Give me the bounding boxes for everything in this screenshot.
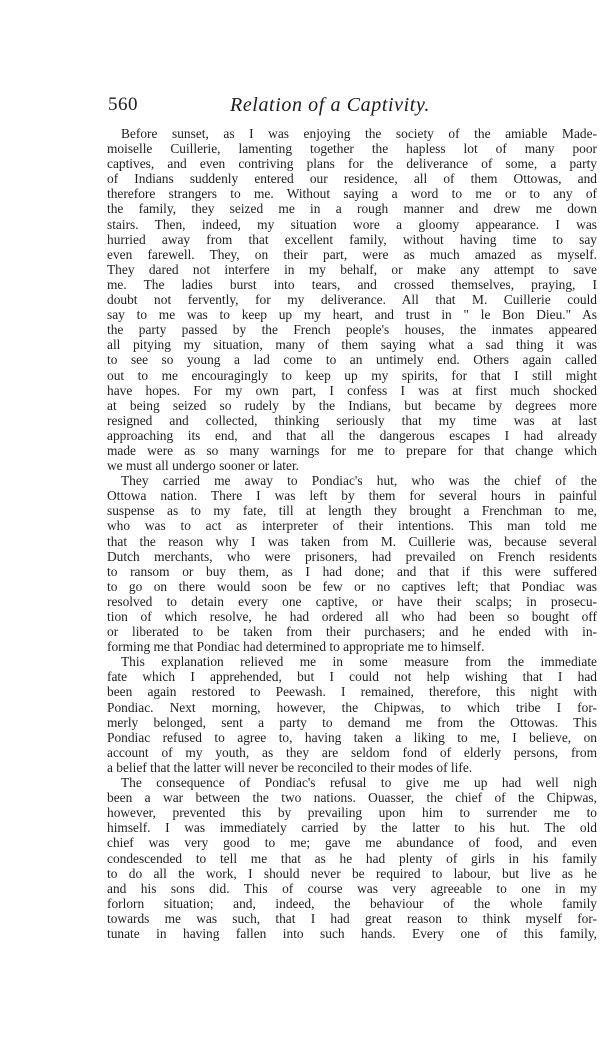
text-line: out to me encouragingly to keep up my spirits, for that I still might	[107, 367, 597, 383]
text-line: approaching its end, and that all the dangerous escapes I had already	[107, 427, 597, 443]
page-number: 560	[108, 94, 138, 115]
text-line: They carried me away to Pondiac's hut, who was the chief of the	[121, 473, 597, 489]
text-line: Pondiac refused to agree to, having taken a liking to me, I believe, on	[107, 729, 597, 745]
text-line: therefore strangers to me. Without saying a word to me or to any of	[107, 186, 597, 202]
text-line: account of my youth, as they are seldom fond of elderly persons, from	[107, 744, 597, 760]
text-line: They dared not interfere in my behalf, or make any attempt to save	[107, 261, 597, 277]
text-line: have hopes. For my own part, I confess I was at first much shocked	[107, 382, 597, 398]
text-line: tion of which resolve, he had ordered all who had been so bought off	[107, 609, 597, 624]
body-text	[107, 126, 597, 941]
text-line: towards me was such, that I had great reason to think myself for-	[107, 910, 597, 926]
text-line: merly belonged, sent a party to demand me from the Ottowas. This	[107, 714, 597, 730]
text-line: resolved to detain every one captive, or have their scalps; in prosecu-	[107, 593, 597, 609]
text-line: at being seized so rudely by the Indians, but became by degrees more	[107, 397, 597, 413]
text-line: fate which I apprehended, but I could not help wishing that I had	[107, 669, 597, 685]
running-head	[108, 94, 595, 124]
text-line: to ransom or buy them, as I had done; and that if this were suffered	[107, 563, 597, 579]
text-line: the family, they seized me in a rough manner and drew me down	[107, 201, 597, 217]
text-line: captives, and even contriving plans for the deliverance of some, a party	[107, 156, 597, 172]
text-line: Pondiac. Next morning, however, the Chipwas, to which tribe I for-	[107, 699, 597, 715]
text-line: that the reason why I was taken from M. Cuillerie was, because several	[107, 533, 597, 549]
text-line: even farewell. They, on their part, were as much amazed as myself.	[107, 246, 597, 262]
text-line: been again restored to Peewash. I remained, therefore, this night with	[107, 684, 597, 700]
text-line: moiselle Cuillerie, lamenting together the hapless lot of many poor	[107, 141, 597, 157]
text-line: forming me that Pondiac had determined to appropriate me to himself.	[107, 639, 485, 655]
text-line: to go on there would soon be few or no captives left; that Pondiac was	[107, 578, 597, 594]
text-line: tunate in having fallen into such hands. Every one of this family,	[107, 925, 597, 941]
text-line: to see so young a lad come to an untimely end. Others again called	[107, 352, 597, 368]
text-line: say to me was to keep up my heart, and trust in " le Bon Dieu." As	[107, 307, 597, 323]
text-line: been a war between the two nations. Ouasser, the chief of the Chipwas,	[107, 790, 597, 806]
text-line: who was to act as interpreter of their intentions. This man told me	[107, 518, 597, 534]
text-line: the party passed by the French people's houses, the inmates appeared	[107, 322, 597, 338]
text-line: stairs. Then, indeed, my situation wore a gloomy appearance. I was	[107, 216, 597, 232]
text-line: condescended to tell me that as he had plenty of girls in his family	[107, 850, 597, 866]
text-line: chief was very good to me; gave me abundance of food, and even	[107, 835, 597, 851]
text-line: suspense as to my fate, till at length they brought a Frenchman to me,	[107, 503, 597, 519]
text-line: hurried away from that excellent family, without having time to say	[107, 231, 597, 247]
text-line: all pitying my situation, many of them saying what a sad thing it was	[107, 337, 597, 353]
text-line: This explanation relieved me in some measure from the immediate	[121, 654, 597, 670]
text-line: or liberated to be taken from their purchasers; and he ended with in-	[107, 624, 597, 640]
text-line: however, prevented this by prevailing upon him to surrender me to	[107, 805, 597, 821]
text-line: Dutch merchants, who were prisoners, had prevailed on French residents	[107, 548, 597, 564]
text-line: a belief that the latter will never be reconciled to their modes of life.	[107, 759, 473, 775]
text-line: doubt not fervently, for my deliverance. All that M. Cuillerie could	[107, 292, 597, 308]
text-line: The consequence of Pondiac's refusal to give me up had well nigh	[121, 775, 597, 791]
text-line: of Indians suddenly entered our residence, all of them Ottowas, and	[107, 171, 597, 187]
text-line: and his sons did. This of course was very agreeable to one in my	[107, 880, 597, 896]
text-line: Before sunset, as I was enjoying the society of the amiable Made-	[121, 126, 597, 141]
text-line: resigned and collected, thinking seriously that my time was at last	[107, 412, 597, 428]
running-title: Relation of a Captivity.	[230, 94, 430, 116]
text-line: himself. I was immediately carried by the latter to his hut. The old	[107, 820, 597, 836]
text-line: made were as so many warnings for me to prepare for that change which	[107, 442, 597, 458]
text-line: Ottowa nation. There I was left by them for several hours in painful	[107, 488, 597, 504]
text-line: we must all undergo sooner or later.	[107, 458, 300, 474]
text-line: forlorn situation; and, indeed, the behaviour of the whole family	[107, 895, 597, 911]
text-line: me. The ladies burst into tears, and crossed themselves, praying, I	[107, 276, 597, 292]
text-line: to do all the work, I should never be required to labour, but live as he	[107, 865, 597, 881]
